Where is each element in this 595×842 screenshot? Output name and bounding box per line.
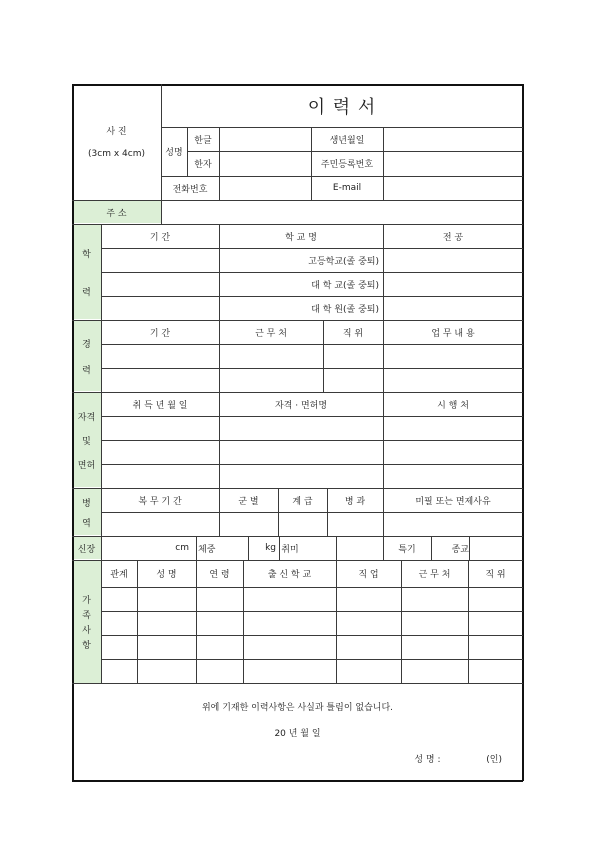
height-unit: cm (175, 543, 189, 553)
family-header-age: 연 령 (209, 570, 230, 580)
education-char-2: 력 (82, 287, 91, 298)
career-header-duties: 업 무 내 용 (431, 328, 475, 339)
license-char-3: 면허 (77, 460, 96, 471)
military-row-1 (101, 512, 523, 513)
education-row-graduate: 대 학 원(졸 중퇴) (311, 304, 379, 315)
address-label: 주 소 (106, 208, 127, 219)
education-section-label (72, 234, 101, 310)
family-header-job: 직 업 (358, 570, 379, 580)
career-header-period: 기 간 (149, 328, 171, 339)
license-row-2 (101, 440, 523, 441)
military-header-rank: 계 급 (292, 496, 313, 507)
education-header-period: 기 간 (149, 232, 171, 243)
body-col-border-5 (336, 536, 337, 560)
address-label-border (161, 200, 162, 224)
family-char-4: 항 (82, 641, 91, 651)
photo-label: 사 진 (106, 126, 127, 137)
military-char-1: 병 (82, 498, 91, 509)
career-section-label (72, 330, 101, 382)
family-char-2: 족 (82, 611, 91, 621)
military-header-exemption: 미필 또는 면제사유 (415, 496, 491, 507)
frame-bottom (72, 780, 523, 782)
statement-text: 위에 기재한 이력사항은 사실과 틀림이 없습니다. (201, 702, 394, 713)
license-header-issuer: 시 행 처 (437, 400, 469, 411)
career-header-workplace: 근 무 처 (255, 328, 287, 339)
license-section-label (72, 404, 101, 476)
weight-label: 체중 (198, 544, 216, 555)
name-label: 성명 (165, 148, 183, 158)
table-col-border-2 (383, 224, 384, 488)
education-header-school: 학 교 명 (285, 232, 317, 243)
family-row-2 (101, 611, 523, 612)
family-row-4 (101, 659, 523, 660)
page-title: 이 력 서 (307, 96, 377, 118)
career-row-1 (101, 344, 523, 345)
birth-label: 생년월일 (329, 135, 365, 146)
license-char-2: 및 (82, 436, 91, 447)
career-row-2 (101, 368, 523, 369)
family-char-1: 가 (82, 596, 91, 606)
family-row-1 (101, 587, 523, 588)
family-section-label (72, 592, 101, 652)
frame-right (522, 84, 524, 781)
resume-form (72, 84, 523, 781)
statement-top (72, 683, 523, 684)
photo-size: (3cm x 4cm) (88, 149, 145, 159)
resident-label: 주민등록번호 (320, 160, 374, 170)
military-header-period: 복 무 기 간 (138, 496, 182, 507)
religion-label: 종교 (451, 544, 469, 555)
skill-label: 특기 (398, 544, 416, 555)
hangul-label: 한글 (194, 135, 212, 146)
phone-label: 전화번호 (172, 184, 208, 195)
family-header-workplace: 근 무 처 (418, 570, 451, 580)
license-header-date: 취 득 년 월 일 (132, 400, 188, 411)
family-header-school: 출 신 학 교 (267, 570, 312, 580)
military-header-specialty: 병 과 (344, 496, 366, 507)
statement-date: 20 년 월 일 (274, 728, 321, 739)
license-header-name: 자격 · 면허명 (274, 400, 328, 411)
military-char-2: 역 (82, 518, 91, 529)
license-row-1 (101, 416, 523, 417)
family-header-position: 직 위 (485, 570, 506, 580)
education-char-1: 학 (82, 249, 91, 260)
military-section-label (72, 492, 101, 532)
hobby-label: 취미 (281, 544, 299, 555)
signature-line: 성 명 : (인) (414, 754, 502, 765)
education-header-major: 전 공 (442, 232, 464, 243)
email-label: E-mail (332, 183, 362, 193)
family-row-3 (101, 635, 523, 636)
height-label: 신장 (77, 544, 96, 555)
education-row-university: 대 학 교(졸 중퇴) (311, 280, 379, 291)
career-header-position: 직 위 (342, 328, 364, 339)
family-char-3: 사 (82, 626, 91, 636)
military-header-branch: 군 별 (238, 496, 259, 507)
education-row-highschool: 고등학교(졸 중퇴) (308, 256, 379, 267)
hanja-label: 한자 (194, 160, 212, 170)
family-header-name: 성 명 (156, 570, 177, 580)
career-char-1: 경 (82, 339, 91, 350)
license-char-1: 자격 (77, 412, 96, 423)
family-header-relation: 관계 (110, 570, 128, 580)
header-col-border-1 (219, 127, 220, 200)
weight-unit: kg (265, 543, 276, 553)
license-row-3 (101, 464, 523, 465)
header-col-border-3 (383, 127, 384, 200)
career-char-2: 력 (82, 365, 91, 376)
